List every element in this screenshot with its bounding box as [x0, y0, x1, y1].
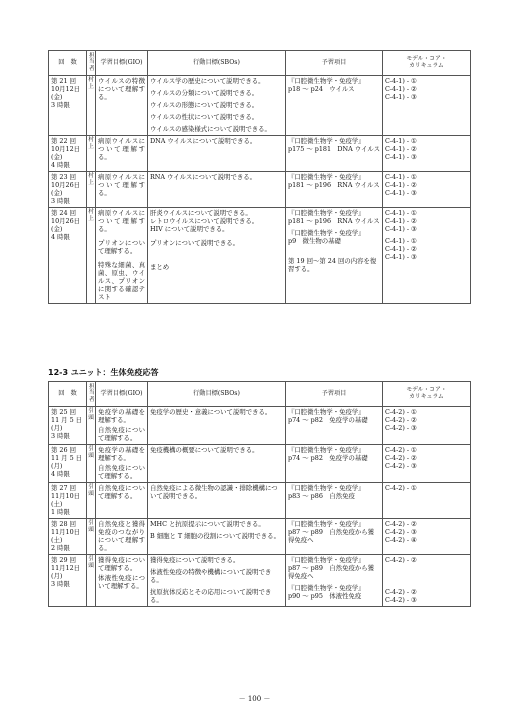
model-cell: C-4-2) - ① C-4-2) - ② C-4-2) - ③: [383, 406, 471, 444]
gio-cell: ウイルスの特徴について理解する。: [96, 75, 148, 135]
gio-cell: 病原ウイルスについて理解する。: [96, 135, 148, 171]
gio-cell-item: 病原ウイルスについて理解する。: [98, 209, 145, 234]
section-title: 12-3 ユニット：生体免疫応答: [48, 368, 159, 377]
header-gio: 学習目標(GIO): [96, 51, 148, 76]
prep-cell-item: 『口腔微生物学・免疫学』 p87 ～ p89 自然免疫から獲得免疫へ: [288, 520, 375, 545]
prep-cell: [286, 482, 383, 518]
header-prep: 予習項目: [286, 382, 383, 407]
sbos-cell: [148, 171, 286, 207]
session-cell: 第 26 回 11 月 5 日 (月) 4 時限: [49, 444, 87, 482]
gio-cell-item: 免疫学の基礎を理解する。: [98, 408, 145, 425]
sbos-cell-item: 免疫機構の概要について説明できる。: [150, 446, 259, 455]
header-row: [49, 382, 471, 407]
sbos-cell-item: B 細胞と T 細胞の役割について説明できる。: [150, 532, 280, 541]
sbos-cell-item: 体液性免疫の特徴や機構について説明できる。: [150, 568, 272, 585]
prep-cell: [286, 406, 383, 444]
gio-cell-item: プリオンについて理解する。: [98, 239, 145, 256]
gio-cell-item: 自然免疫について理解する。: [98, 464, 145, 481]
gio-cell-item: 自然免疫と獲得免疫のつながりについて理解する。: [98, 520, 145, 553]
gio-cell-item: 獲得免疫について理解する。: [98, 556, 145, 573]
gio-cell: [96, 207, 148, 303]
gio-cell: [96, 554, 148, 606]
prep-cell: [286, 444, 383, 482]
header-teacher: 担当者: [87, 51, 96, 76]
model-cell: [383, 207, 471, 303]
model-cell-item: C-4-1) - ① C-4-1) - ② C-4-1) - ③: [385, 237, 417, 262]
sbos-cell: [148, 75, 286, 135]
curriculum-table-2: [48, 381, 471, 607]
header-sbos: 行動目標(SBOs): [148, 382, 286, 407]
teacher-cell: 引頭: [87, 444, 96, 482]
model-cell-item: C-4-1) - ① C-4-1) - ② C-4-1) - ③: [385, 209, 417, 234]
sbos-cell: [148, 554, 286, 606]
prep-cell: [286, 518, 383, 554]
model-cell: C-4-2) - ② C-4-2) - ② C-4-2) - ③: [383, 554, 471, 606]
gio-cell: [96, 482, 148, 518]
model-cell: C-4-1) - ① C-4-1) - ② C-4-1) - ③: [383, 135, 471, 171]
model-cell: C-4-2) - ①: [383, 482, 471, 518]
teacher-cell: 引頭: [87, 482, 96, 518]
curriculum-table-1: [48, 50, 471, 304]
sbos-cell: [148, 482, 286, 518]
teacher-cell: 村上: [87, 207, 96, 303]
sbos-cell: [148, 207, 286, 303]
header-model: モデル・コア・ カリキュラム: [383, 51, 471, 76]
sbos-cell: [148, 406, 286, 444]
teacher-cell: 引頭: [87, 406, 96, 444]
header-sbos: 行動目標(SBOs): [148, 51, 286, 76]
session-cell: 第 29 回 11月12日 (月) 3 時限: [49, 554, 87, 606]
header-model: モデル・コア・ カリキュラム: [383, 382, 471, 407]
session-cell: 第 21 回 10月12日 (金) 3 時限: [49, 75, 87, 135]
gio-cell-item: 特殊な細菌、真菌、原虫、ウイルス、プリオンに関する確認テスト: [98, 261, 145, 302]
table-row: [49, 75, 471, 135]
header-gio: 学習目標(GIO): [96, 382, 148, 407]
prep-cell: 『口腔微生物学・免疫学』 p181 ～ p196 RNA ウイルス: [286, 171, 383, 207]
session-cell: 第 23 回 10月26日 (金) 3 時限: [49, 171, 87, 207]
session-cell: 第 27 回 11月10日 (土) 1 時限: [49, 482, 87, 518]
model-cell: C-4-1) - ① C-4-1) - ② C-4-1) - ③: [383, 75, 471, 135]
prep-cell-item: 『口腔微生物学・免疫学』 p74 ～ p82 免疫学の基礎: [288, 446, 368, 463]
gio-cell: 病原ウイルスについて理解する。: [96, 171, 148, 207]
header-prep: 予習項目: [286, 51, 383, 76]
gio-cell: [96, 518, 148, 554]
prep-cell: 『口腔微生物学・免疫学』 p18 ～ p24 ウイルス: [286, 75, 383, 135]
session-cell: 第 24 回 10月26日 (金) 4 時限: [49, 207, 87, 303]
prep-cell-item: 『口腔微生物学・免疫学』 p9 微生物の基礎: [288, 229, 365, 246]
teacher-cell: 引頭: [87, 554, 96, 606]
table-row: [49, 518, 471, 554]
header-teacher: 担当者: [87, 382, 96, 407]
sbos-cell-item: まとめ: [150, 263, 170, 272]
page-number: － 100 －: [238, 695, 271, 703]
prep-cell-item: 『口腔微生物学・免疫学』 p90 ～ p95 体液性免疫: [288, 584, 365, 601]
teacher-cell: 村上: [87, 171, 96, 207]
sbos-cell-item: 肝炎ウイルスについて説明できる。 レトロウイルスについて説明できる。 HIV について説明できる。: [150, 209, 259, 234]
prep-cell-item: 『口腔微生物学・免疫学』 p83 ～ p86 自然免疫: [288, 484, 365, 501]
prep-cell-item: 第 19 回～第 24 回の内容を復習する。: [288, 257, 377, 274]
header-num: 回 数: [49, 382, 87, 407]
table-row: [49, 171, 471, 207]
table-row: [49, 482, 471, 518]
sbos-cell: [148, 518, 286, 554]
sbos-cell-item: ウイルスの感染様式について説明できる。: [150, 125, 271, 134]
gio-cell: [96, 444, 148, 482]
header-row: [49, 51, 471, 76]
session-cell: 第 28 回 11月10日 (土) 2 時限: [49, 518, 87, 554]
teacher-cell: 引頭: [87, 518, 96, 554]
table-row: [49, 406, 471, 444]
sbos-cell-item: ウイルスの性状について説明できる。: [150, 113, 259, 122]
header-num: 回 数: [49, 51, 87, 76]
sbos-cell-item: 自然免疫による微生物の認識・排除機構について説明できる。: [150, 484, 278, 501]
sbos-cell-item: プリオンについて説明できる。: [150, 239, 240, 248]
model-cell: C-4-1) - ① C-4-1) - ② C-4-1) - ③: [383, 171, 471, 207]
sbos-cell-item: ウイルス学の歴史について説明できる。: [150, 77, 265, 86]
teacher-cell: 村上: [87, 135, 96, 171]
gio-cell-item: 体液性免疫について理解する。: [98, 574, 145, 591]
session-cell: 第 25 回 11 月 5 日 (月) 3 時限: [49, 406, 87, 444]
sbos-cell-item: ウイルスの分類について説明できる。: [150, 89, 259, 98]
sbos-cell: [148, 135, 286, 171]
prep-cell: [286, 554, 383, 606]
sbos-cell-item: 抗原抗体反応とその応用について説明できる。: [150, 588, 272, 605]
gio-cell-item: 自然免疫について理解する。: [98, 426, 145, 443]
gio-cell-item: 自然免疫について理解する。: [98, 484, 145, 501]
prep-cell: [286, 207, 383, 303]
prep-cell-item: 『口腔微生物学・免疫学』 p74 ～ p82 免疫学の基礎: [288, 408, 368, 425]
table-row: [49, 554, 471, 606]
table-row: [49, 135, 471, 171]
table-row: [49, 207, 471, 303]
gio-cell: [96, 406, 148, 444]
sbos-cell-item: ウイルスの形態について説明できる。: [150, 101, 259, 110]
sbos-cell-item: 免疫学の歴史・意義について説明できる。: [150, 408, 272, 417]
gio-cell-item: 免疫学の基礎を理解する。: [98, 446, 145, 463]
model-cell: C-4-2) - ② C-4-2) - ③ C-4-2) - ④: [383, 518, 471, 554]
model-cell: C-4-2) - ① C-4-2) - ② C-4-2) - ③: [383, 444, 471, 482]
prep-cell-item: 『口腔微生物学・免疫学』 p181 ～ p196 RNA ウイルス: [288, 209, 380, 226]
sbos-cell-item: DNA ウイルスについて説明できる。: [150, 137, 257, 146]
prep-cell-item: 『口腔微生物学・免疫学』 p87 ～ p89 自然免疫から獲得免疫へ: [288, 556, 375, 581]
sbos-cell-item: RNA ウイルスについて説明できる。: [150, 173, 257, 182]
teacher-cell: 村上: [87, 75, 96, 135]
session-cell: 第 22 回 10月12日 (金) 4 時限: [49, 135, 87, 171]
sbos-cell-item: 獲得免疫について説明できる。: [150, 556, 240, 565]
sbos-cell-item: MHC と抗原提示について説明できる。: [150, 520, 265, 529]
table-row: [49, 444, 471, 482]
sbos-cell: [148, 444, 286, 482]
prep-cell: 『口腔微生物学・免疫学』 p175 ～ p181 DNA ウイルス: [286, 135, 383, 171]
